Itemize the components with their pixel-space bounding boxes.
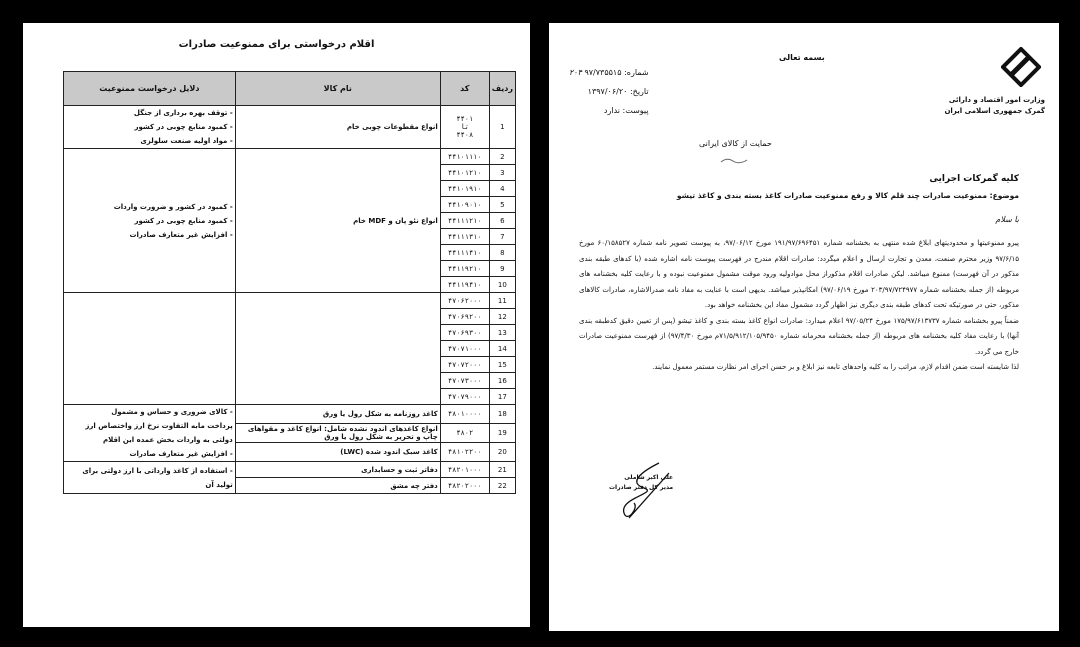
table-row (64, 405, 516, 424)
request-reason: - کمبود در کشور و ضرورت واردات - کمبود منابع چوبی در کشور - افزایش غیر متعارف صادرات (64, 149, 236, 293)
hs-code: ۴۴۱۱۱۳۱۰ (440, 229, 489, 245)
hs-code: ۴۷۰۷۹۰۰۰ (440, 389, 489, 405)
request-reason (64, 462, 236, 494)
hs-code: ۴۴۱۰۱۱۱۰ (440, 149, 489, 165)
paragraph: ضمناً پیرو بخشنامه شماره ۱۷۵/۹۷/۶۱۳۷۳۷ مورخ ۹۷/۰۵/۲۴ اعلام میدارد: صادرات انواع کاغذ بسته بندی و کاغذ تیشو (پس از تعیین دقیق کدطبقه بندی آنها) با رعایت مفاد کلیه بخشنامه های مربوطه (از جمله بخشنامه محرمانه شماره ۷۱/۵/۹۱۲/۱۰۵/۹۴۵۰م مورخ ۹۷/۴/۳۰) از فهرست ممنوعیت صادرات خارج می گردد. (579, 316, 1019, 356)
item-name: کاغذ سبک اندود شده (LWC) (235, 443, 440, 462)
reason-line: پرداخت مابه التفاوت نرخ ارز واختصاص ارز دولتی به واردات بخش عمده این اقلام (85, 422, 233, 444)
handwritten-number: ۲۰۴ (569, 68, 582, 77)
items-table-body (64, 106, 516, 494)
letter-attachment: پیوست: ندارد (603, 106, 649, 115)
request-reason (64, 405, 236, 462)
table-header-row (64, 72, 516, 106)
row-number: 2 (489, 149, 515, 165)
header-reason: دلایل درخواست ممنوعیت (64, 72, 236, 106)
hs-code: ۴۴۱۰۹۰۱۰ (440, 197, 489, 213)
row-number: 21 (489, 462, 515, 478)
signer-name: علی اکبر شاملی (624, 474, 674, 481)
row-number: 13 (489, 325, 515, 341)
hs-code: ۴۸۲۰۲۰۰۰ (440, 478, 489, 494)
row-number: 17 (489, 389, 515, 405)
letter-number: شماره: ۹۷/۷۳۵۵۱۵ ۲۰۴ (569, 68, 649, 77)
row-number: 20 (489, 443, 515, 462)
reason-line: - کالای ضروری و حساس و مشمول (111, 408, 233, 416)
hs-code: ۴۷۰۷۱۰۰۰ (440, 341, 489, 357)
hs-code: ۴۴۰۱ تا ۴۴۰۸ (440, 106, 489, 149)
row-number: 18 (489, 405, 515, 424)
hs-code: ۴۴۱۱۹۲۱۰ (440, 261, 489, 277)
bismillah: بسمه تعالی (779, 53, 825, 62)
reason-line: - استفاده از کاغذ وارداتی با ارز دولتی برای تولید آن (82, 466, 233, 489)
hs-code: ۴۷۰۶۹۳۰۰ (440, 325, 489, 341)
attachment-page (23, 23, 530, 627)
hs-code: ۴۴۱۱۱۴۱۰ (440, 245, 489, 261)
item-name: دفتر چه مشق (235, 478, 440, 494)
item-name: کاغذ روزنامه به شکل رول یا ورق (235, 405, 440, 424)
table-row (64, 293, 516, 309)
header-item-name: نام کالا (235, 72, 440, 106)
handwritten-signature-icon (599, 453, 699, 533)
row-number: 7 (489, 229, 515, 245)
row-number: 10 (489, 277, 515, 293)
row-number: 22 (489, 478, 515, 494)
hs-code: ۴۴۱۱۹۴۱۰ (440, 277, 489, 293)
circular-letter-page (549, 23, 1059, 631)
hs-code: ۴۷۰۷۲۰۰۰ (440, 357, 489, 373)
row-number: 6 (489, 213, 515, 229)
request-reason (64, 293, 236, 405)
stamp-mark-icon (719, 156, 749, 165)
item-name: انواع نئو پان و MDF خام (235, 149, 440, 293)
hs-code: ۴۷۰۷۳۰۰۰ (440, 373, 489, 389)
items-table (63, 71, 516, 494)
row-number: 8 (489, 245, 515, 261)
attachment-title: اقلام درخواستی برای ممنوعیت صادرات (178, 39, 375, 50)
row-number: 9 (489, 261, 515, 277)
letter-date: تاریخ: ۱۳۹۷/۰۶/۲۰ (587, 87, 649, 96)
row-number: 1 (489, 106, 515, 149)
letter-body (579, 236, 1019, 376)
hs-code: ۴۸۱۰۲۲۰۰ (440, 443, 489, 462)
hs-code: ۴۴۱۰۱۹۱۰ (440, 181, 489, 197)
item-name: انواع کاغذهای اندود نشده شامل: انواع کاغذ و مقواهای چاپ و تحریر به شکل رول یا ورق (235, 423, 440, 443)
hs-code: ۴۸۲۰۱۰۰۰ (440, 462, 489, 478)
item-name (235, 293, 440, 405)
hs-code: ۴۷۰۶۲۰۰۰ (440, 293, 489, 309)
row-number: 12 (489, 309, 515, 325)
table-row (64, 106, 516, 149)
paragraph: پیرو ممنوعیتها و محدودیتهای ابلاغ شده منتهی به بخشنامه شماره ۱۹۱/۹۷/۶۹۶۴۵۱ مورخ ۹۷/۰۶/۱۲، به پیوست تصویر نامه شماره ۶۰/۱۵۸۵۲۷ مورخ ۹۷/۶/۱۵ وزیر محترم صنعت، معدن و تجارت ارسال و اعلام میگردد: صادرات اقلام مندرج در فهرست پیوست نامه اشاره شده (با کدهای طبقه بندی مذکور در آن فهرست) ممنوع میباشد. لیکن صادرات اقلام مذکوراز محل موادولیه ورود موقت مشمول ممنوعیت نبوده و با رعایت کلیه بخشنامه های مربوطه (از جمله بخشنامه شماره ۲۰۳/۹۷/۷۲۴۹۷۷ مورخ ۹۷/۰۶/۱۹) امکانپذیر میباشد. بدیهی است با عنایت به مفاد نامه صدرالاشاره، صادرات کالاهای مذکور، حتی در صورتیکه تحت کدهای طبقه بندی دیگری نیز اظهار گردد مشمول مفاد این بخشنامه خواهد بود. (579, 239, 1019, 309)
signer-block (609, 473, 673, 493)
row-number: 14 (489, 341, 515, 357)
customs-logo-icon (1001, 47, 1041, 87)
request-reason: - توقف بهره برداری از جنگل - کمبود منابع چوبی در کشور - مواد اولیه صنعت سلولزی (64, 106, 236, 149)
hs-code: ۴۸۰۱۰۰۰۰ (440, 405, 489, 424)
item-name: انواع مقطوعات چوبی خام (235, 106, 440, 149)
row-number: 5 (489, 197, 515, 213)
row-number: 3 (489, 165, 515, 181)
paragraph: لذا شایسته است ضمن اقدام لازم، مراتب را به کلیه واحدهای تابعه نیز ابلاغ و بر حسن اجرای امر نظارت مستمر معمول نمایند. (652, 363, 1019, 371)
row-number: 4 (489, 181, 515, 197)
row-number: 11 (489, 293, 515, 309)
header-row-number: ردیف (489, 72, 515, 106)
organization-name: وزارت امور اقتصاد و دارائی گمرک جمهوری اسلامی ایران (944, 96, 1045, 115)
recipient-heading: کلیه گمرکات اجرایی (929, 174, 1019, 184)
letter-subject: موضوع: ممنوعیت صادرات چند قلم کالا و رفع ممنوعیت صادرات کاغذ بسته بندی و کاغذ تیشو (676, 191, 1019, 200)
row-number: 19 (489, 423, 515, 443)
row-number: 15 (489, 357, 515, 373)
slogan: حمایت از کالای ایرانی (699, 139, 772, 148)
reason-line: - افزایش غیر متعارف صادرات (129, 450, 233, 458)
header-code: کد (440, 72, 489, 106)
table-row (64, 149, 516, 165)
item-name: دفاتر ثبت و حسابداری (235, 462, 440, 478)
table-row (64, 462, 516, 478)
greeting: با سلام (995, 215, 1019, 224)
hs-code: ۴۸۰۲ (440, 423, 489, 443)
hs-code: ۴۷۰۶۹۲۰۰ (440, 309, 489, 325)
hs-code: ۴۴۱۰۱۲۱۰ (440, 165, 489, 181)
letter-meta (569, 63, 649, 120)
row-number: 16 (489, 373, 515, 389)
signer-title: مدیر کل دفتر صادرات (609, 484, 674, 491)
hs-code: ۴۴۱۱۱۲۱۰ (440, 213, 489, 229)
